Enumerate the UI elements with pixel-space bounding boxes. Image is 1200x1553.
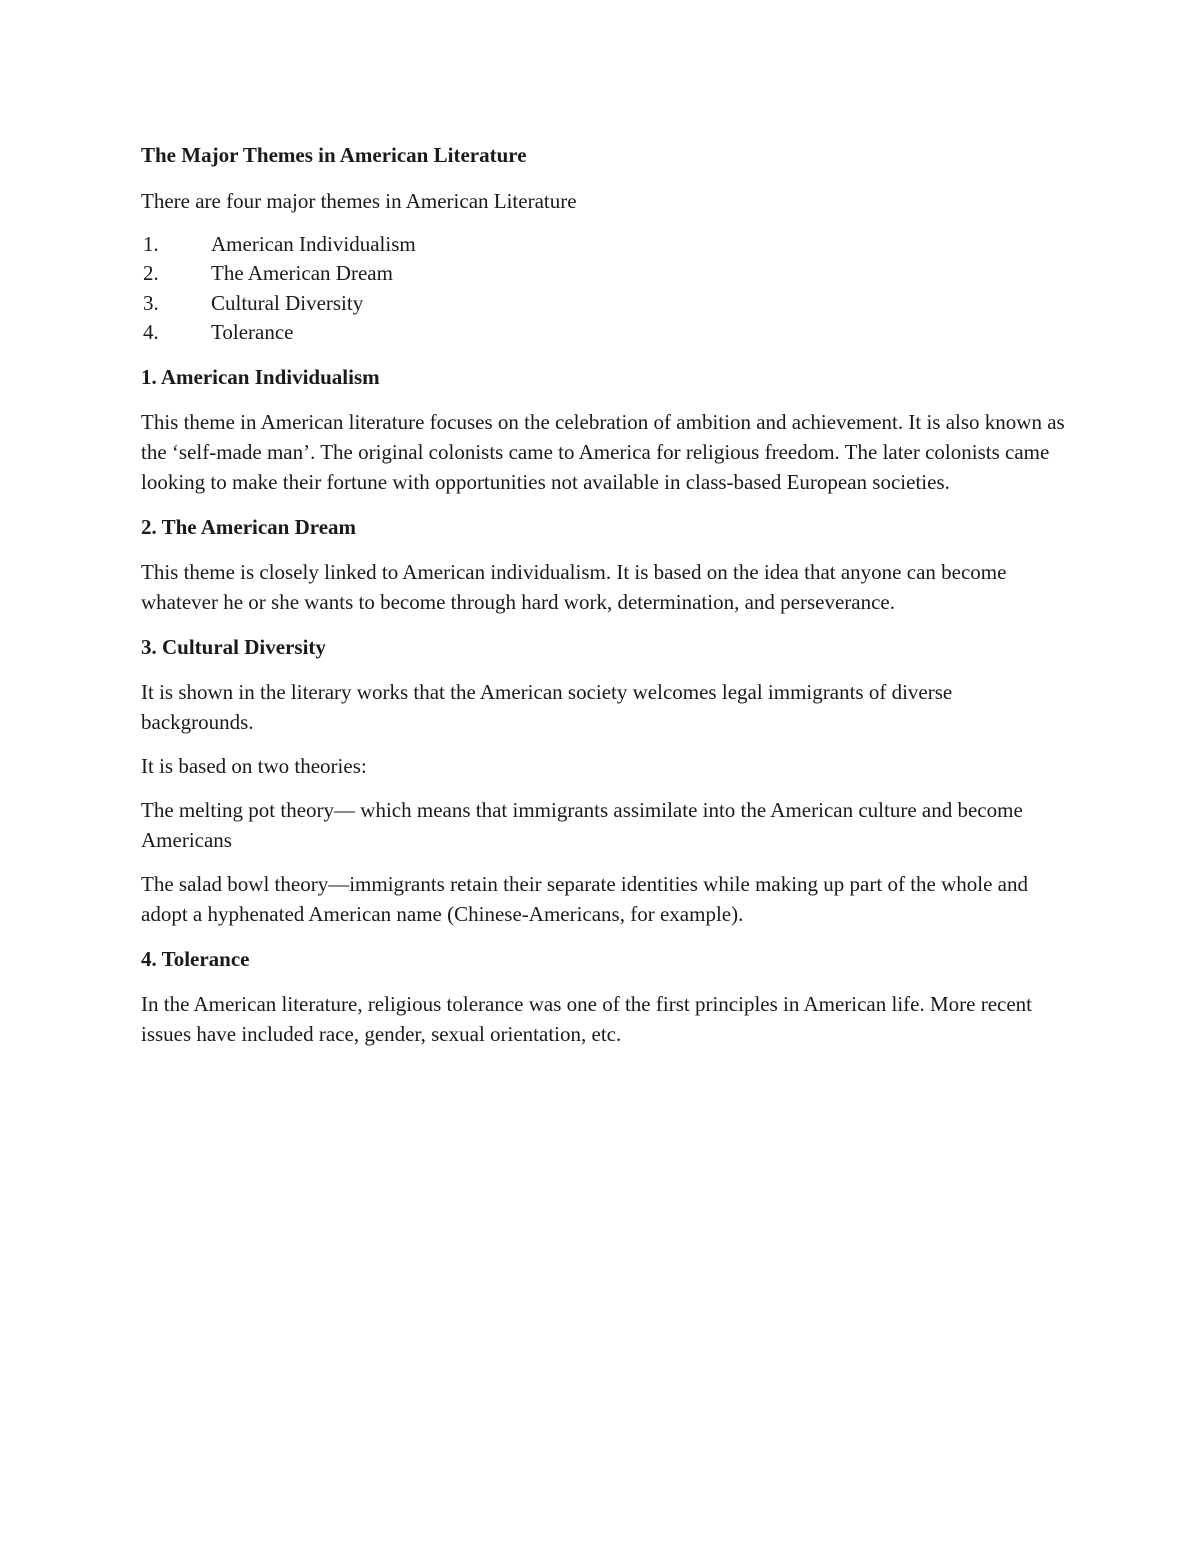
section-paragraph: It is shown in the literary works that the American society welcomes legal immigrants of diverse backgrounds. <box>141 680 953 735</box>
list-item-label: Tolerance <box>211 319 294 344</box>
section-heading: 1. American Individualism <box>141 365 380 390</box>
list-item-number: 3. <box>143 290 159 315</box>
list-item-number: 4. <box>143 319 159 344</box>
section-tolerance <box>141 944 1066 1049</box>
list-item <box>141 259 1066 288</box>
list-item <box>141 230 1066 259</box>
section-american-dream <box>141 512 1066 617</box>
section-heading: 2. The American Dream <box>141 515 357 540</box>
section-paragraph: The melting pot theory— which means that immigrants assimilate into the American culture and become Americans <box>141 798 1023 853</box>
section-paragraph: This theme is closely linked to American individualism. It is based on the idea that anyone can become whatever he or she wants to become through hard work, determination, and perseverance. <box>141 560 1007 615</box>
section-paragraph: In the American literature, religious tolerance was one of the first principles in American life. More recent issues have included race, gender, sexual orientation, etc. <box>141 992 1032 1047</box>
themes-list <box>141 230 1066 347</box>
section-paragraph: It is based on two theories: <box>141 754 367 779</box>
section-heading: 3. Cultural Diversity <box>141 635 326 660</box>
list-item-label: Cultural Diversity <box>211 290 364 315</box>
list-item-label: American Individualism <box>211 232 416 256</box>
list-item-number: 2. <box>143 261 159 286</box>
list-item <box>141 318 1066 347</box>
section-american-individualism <box>141 362 1066 497</box>
document-title: The Major Themes in American Literature <box>141 143 527 167</box>
document-body <box>141 140 1066 1064</box>
list-item-number: 1. <box>143 232 159 256</box>
list-item <box>141 289 1066 318</box>
list-item-label: The American Dream <box>211 261 393 286</box>
intro-paragraph: There are four major themes in American Literature <box>141 189 577 213</box>
section-heading: 4. Tolerance <box>141 947 250 972</box>
section-paragraph: This theme in American literature focuses on the celebration of ambition and achievement. It is also known as the ‘self-made man’. The original colonists came to America for religious freedom. The later colonists came looking to make their fortune with opportunities not available in class-based European societies. <box>141 410 1065 495</box>
section-cultural-diversity <box>141 632 1066 929</box>
section-paragraph: The salad bowl theory—immigrants retain their separate identities while making up part of the whole and adopt a hyphenated American name (Chinese-Americans, for example). <box>141 872 1028 927</box>
